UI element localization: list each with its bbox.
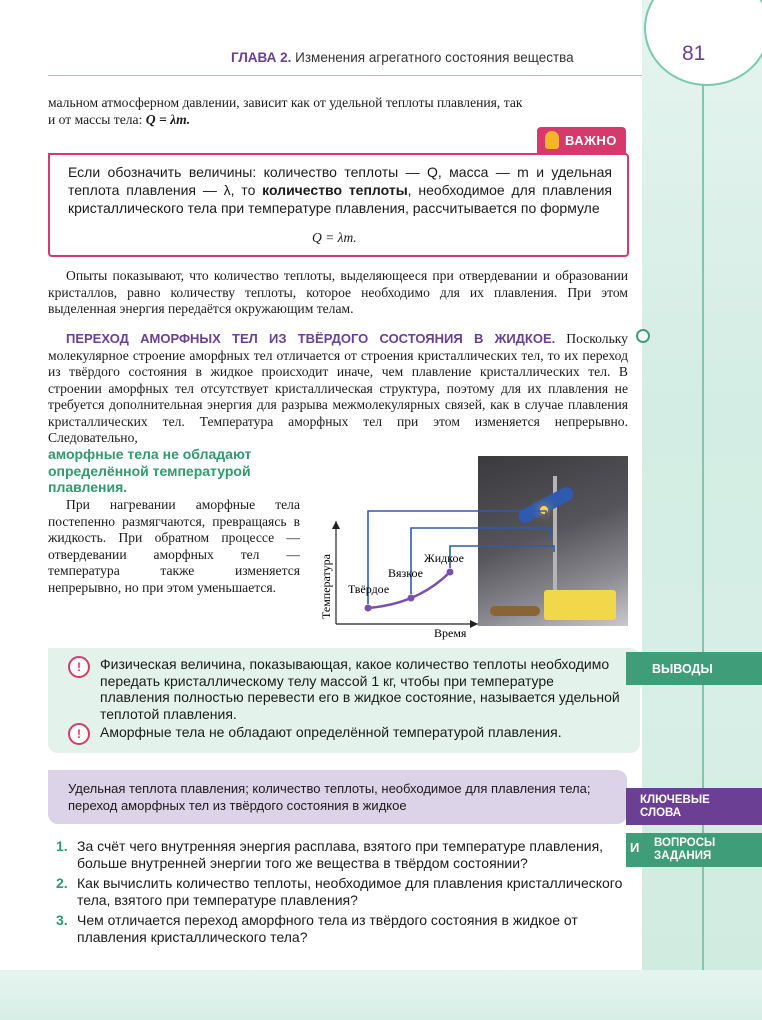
header-rule [48,75,642,76]
keywords-text: Удельная теплота плавления; количество теплоты, необходимое для плавления тела; переход аморфных тел из твёрдого состояния в жидкое [68,781,591,813]
side-paragraph: При нагревании аморфные тела постепенно размягчаются, превращаясь в жидкость. При обратном процессе — отвердевании аморфных тел — температура также изменяется непрерывно, но при этом уменьшается. [48,497,300,595]
question-number: 1. [56,838,68,854]
important-text-bold: количество теплоты [262,182,408,198]
key-statement: аморфные тела не обладают определённой температурой плавления. [48,446,252,495]
conclusion-1: Физическая величина, показывающая, какое количество теплоты необходимо передать кристаллическому телу массой 1 кг, чтобы при температуре плавления полностью перевести его в жидкое состояние, называется удельной теплотой плавления. [100,656,620,722]
label-solid: Твёрдое [348,582,390,596]
questions-tab-and: И [630,840,640,855]
section-body: Поскольку молекулярное строение аморфных тел отличается от строения кристаллических тел, то их переход из твёрдого состояния в жидкое происходит иначе, чем плавление кристаллических тел. В строении аморфных тел отсутствует кристаллическая структура, поэтому для их плавления не требуется дополнительная энергия для разрыва межмолекулярных связей, как в случае плавления кристаллических тел. Температура аморфных тел при этом изменяется непрерывно. Следовательно, [48,331,628,445]
question-number: 2. [56,875,68,891]
intro-paragraph [48,95,628,128]
important-text-part: Если обозначить величины: количество теплоты — Q, масса — m и удельная теплота плавления — λ, то [68,164,612,198]
bottom-band [0,970,762,1020]
x-arrow [470,620,478,628]
page-number: 81 [682,42,706,65]
question-text: За счёт чего внутренняя энергия расплава, взятого при температуре плавления, больше внутренней энергии того же вещества в твёрдом состоянии? [77,838,604,871]
exclamation-icon: ! [68,656,90,678]
intro-line-2: и от массы тела: [48,111,146,127]
keywords-tab [626,788,762,825]
chapter-title: Изменения агрегатного состояния вещества [295,50,574,65]
label-liquid: Жидкое [424,551,464,565]
question-text: Как вычислить количество теплоты, необходимое для плавления кристаллического тела, взятого при температуре плавления? [77,875,623,908]
y-arrow [332,521,340,529]
section-paragraph [48,331,628,447]
questions-tab-line1: ВОПРОСЫ [654,837,716,849]
important-tab [537,127,626,153]
exclamation-icon: ! [68,723,90,745]
chapter-label: ГЛАВА 2. [231,50,292,65]
section-heading: ПЕРЕХОД АМОРФНЫХ ТЕЛ ИЗ ТВЁРДОГО СОСТОЯНИЯ В ЖИДКОЕ. [66,331,556,346]
point-solid [365,605,372,612]
conclusion-2: Аморфные тела не обладают определённой температурой плавления. [100,724,562,740]
questions-tab [626,833,762,867]
intro-line-1: мальном атмосферном давлении, зависит как от удельной теплоты плавления, так [48,95,523,110]
important-label: ВАЖНО [565,132,617,148]
conclusions-tab: ВЫВОДЫ [626,652,762,685]
lightbulb-icon [545,131,559,149]
important-text-part: , необходимое для плавления кристаллического тела при температуре плавления, рассчитывается по формуле [68,182,612,216]
running-header [231,50,574,65]
keywords-tab-line2: СЛОВА [640,807,682,819]
question-text: Чем отличается переход аморфного тела из твёрдого состояния в жидкое от плавления кристаллического тела? [77,912,578,945]
point-viscous [408,595,415,602]
keywords-tab-line1: КЛЮЧЕВЫЕ [640,794,710,806]
section-marker [636,329,650,343]
important-formula: Q = λm. [312,230,357,245]
intro-formula: Q = λm. [145,111,191,127]
label-viscous: Вязкое [388,566,423,580]
graph-xlabel: Время [434,626,467,640]
paragraph-experiments: Опыты показывают, что количество теплоты, выделяющееся при отвердевании и образовании кристаллов, равно количеству теплоты, которое необходимо для их плавления. При этом выделенная энергия передаётся окружающим телам. [48,268,628,316]
margin-line [702,80,704,1020]
pointer-liquid [450,546,554,568]
questions-tab-line2: ЗАДАНИЯ [654,849,712,862]
question-number: 3. [56,912,68,928]
important-text [68,163,612,217]
point-liquid [447,569,454,576]
graph-ylabel: Температура [319,554,333,619]
temperature-graph [318,456,628,646]
